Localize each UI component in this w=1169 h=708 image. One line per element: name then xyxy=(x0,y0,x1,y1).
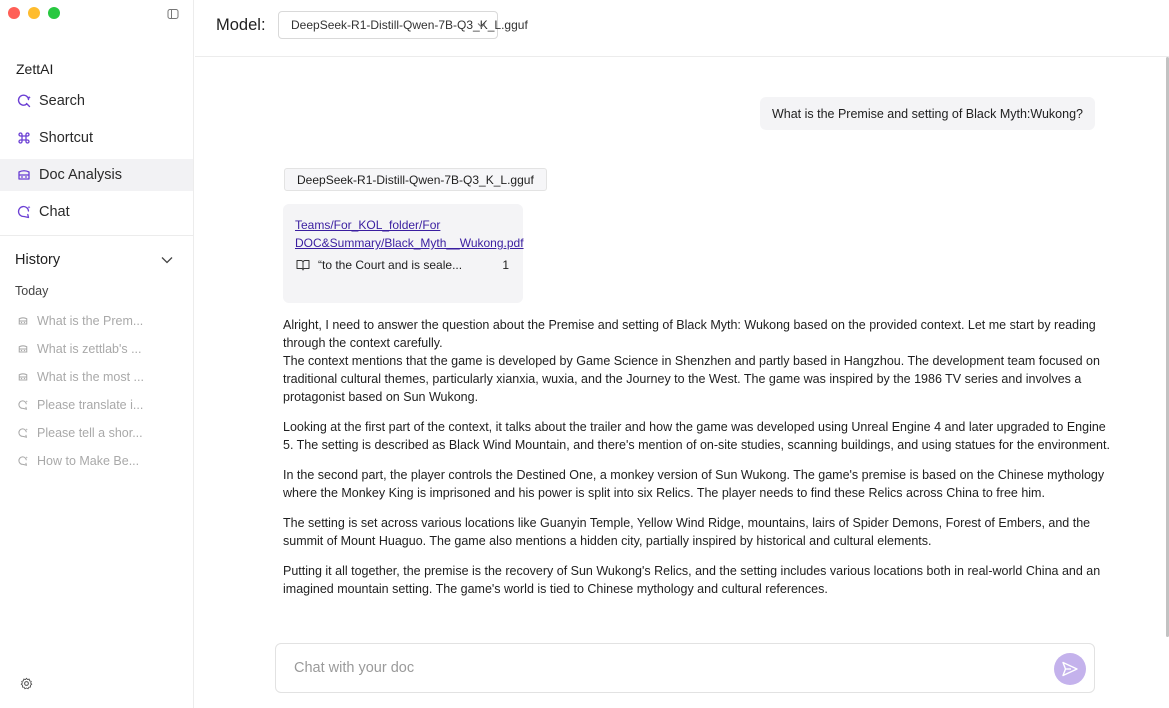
answer-paragraph: Alright, I need to answer the question about the Premise and setting of Black Myth: Wukong based on the provided context. Let me start by reading through the context carefully. xyxy=(283,318,1096,350)
send-icon xyxy=(1061,660,1079,678)
minimize-window-button[interactable] xyxy=(28,7,40,19)
chat-icon xyxy=(16,204,32,220)
maximize-window-button[interactable] xyxy=(48,7,60,19)
answer-paragraph: In the second part, the player controls the Destined One, a monkey version of Sun Wukong. The game's premise is based on the Chinese mythology where the Monkey King is imprisoned and his power is split into six Relics. The player needs to find these Relics across China to free him. xyxy=(283,468,1105,500)
app-brand: ZettAI xyxy=(16,61,54,77)
doc-analysis-icon xyxy=(16,167,32,183)
sidebar-item-search[interactable] xyxy=(0,85,193,117)
sidebar-item-doc-analysis[interactable] xyxy=(0,159,193,191)
history-item-label: Please tell a shor... xyxy=(37,426,143,440)
history-item-label: What is the Prem... xyxy=(37,314,144,328)
sidebar-item-shortcut[interactable] xyxy=(0,122,193,154)
history-item-label: What is the most ... xyxy=(37,370,144,384)
chat-icon xyxy=(17,455,29,467)
sidebar-item-label: Chat xyxy=(39,204,70,220)
close-window-button[interactable] xyxy=(8,7,20,19)
chat-input-box xyxy=(275,643,1095,693)
sidebar-nav xyxy=(0,85,193,233)
search-icon xyxy=(16,93,32,109)
history-item[interactable] xyxy=(0,335,193,363)
user-message: What is the Premise and setting of Black Myth:Wukong? xyxy=(760,97,1095,130)
doc-analysis-icon xyxy=(17,371,29,383)
chevron-down-icon xyxy=(476,20,487,31)
source-count: 1 xyxy=(502,258,509,272)
history-item-label: Please translate i... xyxy=(37,398,144,412)
assistant-answer xyxy=(283,316,1111,610)
answer-paragraph: The context mentions that the game is developed by Game Science in Shenzhen and partly based in Hangzhou. The development team focused on traditional cultural themes, particularly xianxia, wuxia, and the Journey to the West. The game was inspired by the 1986 TV series and involves a protagonist based on Sun Wukong. xyxy=(283,354,1100,404)
chat-icon xyxy=(17,399,29,411)
sidebar xyxy=(0,0,194,708)
chevron-down-icon[interactable] xyxy=(161,252,173,268)
model-select-value: DeepSeek-R1-Distill-Qwen-7B-Q3_K_L.gguf xyxy=(291,18,528,32)
sidebar-divider xyxy=(0,235,193,236)
history-item[interactable] xyxy=(0,307,193,335)
history-item[interactable] xyxy=(0,363,193,391)
source-path-line: Teams/For_KOL_folder/For xyxy=(295,218,441,232)
source-snippet-text: “to the Court and is seale... xyxy=(318,258,463,272)
doc-analysis-icon xyxy=(17,343,29,355)
source-path-line: DOC&Summary/Black_Myth__Wukong.pdf xyxy=(295,236,524,250)
sidebar-item-label: Shortcut xyxy=(39,130,93,146)
topbar xyxy=(195,0,1169,57)
answer-paragraph: The setting is set across various locations like Guanyin Temple, Yellow Wind Ridge, mountains, lairs of Spider Demons, Forest of Embers, and the summit of Mount Huaguo. The game also mentions a hidden city, partially inspired by historical and cultural elements. xyxy=(283,516,1091,548)
doc-analysis-icon xyxy=(17,315,29,327)
book-icon xyxy=(296,258,310,272)
window-controls xyxy=(8,7,60,19)
send-button[interactable] xyxy=(1054,653,1086,685)
history-item[interactable] xyxy=(0,391,193,419)
source-card[interactable] xyxy=(283,204,523,303)
model-tag: DeepSeek-R1-Distill-Qwen-7B-Q3_K_L.gguf xyxy=(284,168,547,191)
answer-paragraph: Looking at the first part of the context, it talks about the trailer and how the game was developed using Unreal Engine 4 and later upgraded to Engine 5. The setting is described as Black Wind Mountain, and there's mention of on-site studies, scanning buildings, and using statues for the environment. xyxy=(283,420,1110,452)
sidebar-item-label: Doc Analysis xyxy=(39,167,123,183)
answer-paragraph: Putting it all together, the premise is the recovery of Sun Wukong's Relics, and the setting includes various locations both in real-world China and an imagined mountain setting. The game's world is tied to Chinese mythology and cultural references. xyxy=(283,564,1101,596)
source-link[interactable] xyxy=(295,216,524,252)
chat-icon xyxy=(17,427,29,439)
sidebar-toggle-icon[interactable] xyxy=(167,7,179,19)
sidebar-item-chat[interactable] xyxy=(0,196,193,228)
history-item-label: What is zettlab's ... xyxy=(37,342,142,356)
history-list xyxy=(0,307,193,475)
command-icon xyxy=(16,130,32,146)
source-snippet xyxy=(296,258,512,272)
sidebar-item-label: Search xyxy=(39,93,85,109)
model-select[interactable] xyxy=(278,11,528,39)
gear-icon[interactable] xyxy=(20,677,33,690)
history-item-label: How to Make Be... xyxy=(37,454,140,468)
history-group-label: Today xyxy=(15,284,49,298)
history-header[interactable] xyxy=(15,252,173,268)
history-title: History xyxy=(15,252,61,268)
chat-input[interactable] xyxy=(294,644,1024,692)
model-label: Model: xyxy=(216,16,266,34)
history-item[interactable] xyxy=(0,447,193,475)
history-item[interactable] xyxy=(0,419,193,447)
